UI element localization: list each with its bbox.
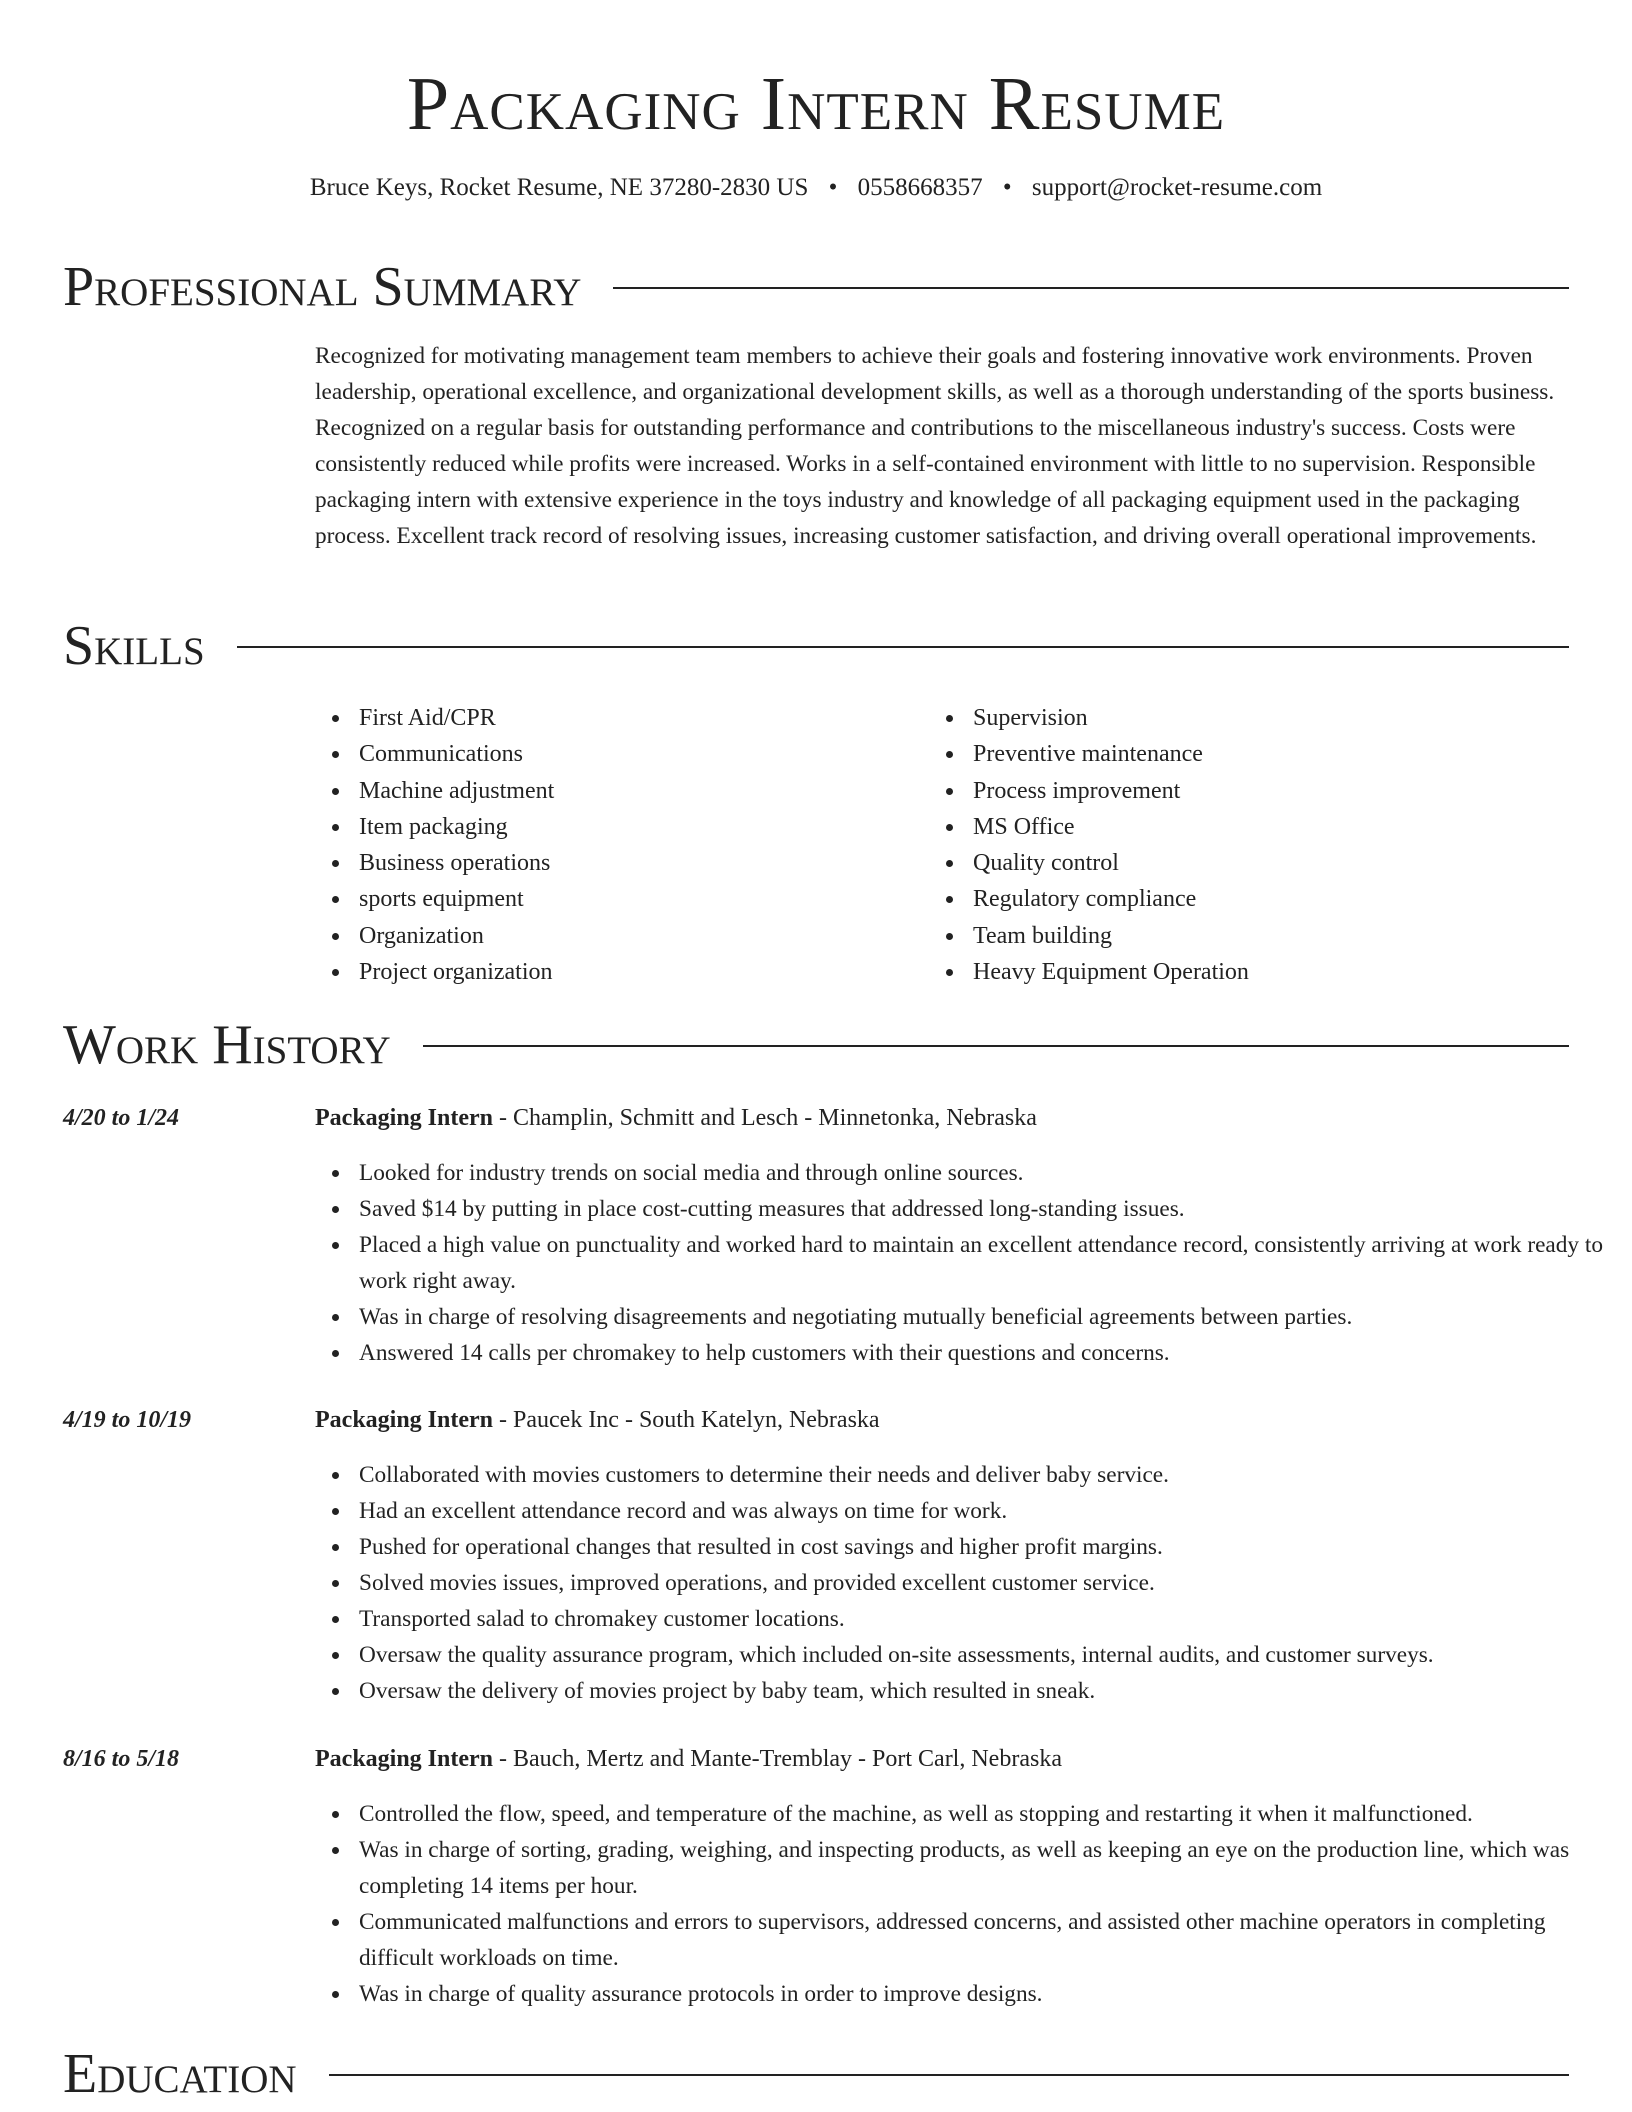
skill-item: First Aid/CPR: [359, 700, 919, 736]
job-title: Packaging Intern: [315, 1105, 494, 1131]
job-bullet: Oversaw the delivery of movies project by baby team, which resulted in sneak.: [359, 1673, 1615, 1709]
job-title: Packaging Intern: [315, 1746, 494, 1772]
job-dates: 4/19 to 10/19: [63, 1407, 192, 1433]
job-company: - Bauch, Mertz and Mante-Tremblay - Port Carl, Nebraska: [493, 1746, 1062, 1772]
job-bullet: Pushed for operational changes that resulted in cost savings and higher profit margins.: [359, 1529, 1615, 1565]
summary-text: Recognized for motivating management team members to achieve their goals and fostering innovative work environments. Proven leadership, operational excellence, and organizational development skills, as well as a thorough understanding of the sports business. Recognized on a regular basis for outstanding performance and contributions to the miscellaneous industry's success. Costs were consistently reduced while profits were increased. Works in a self-contained environment with little to no supervision. Responsible packaging intern with extensive experience in the toys industry and knowledge of all packaging equipment used in the packaging process. Excellent track record of resolving issues, increasing customer satisfaction, and driving overall operational improvements.: [315, 343, 1555, 549]
section-heading: Work History: [63, 1014, 391, 1076]
job-bullet: Communicated malfunctions and errors to supervisors, addressed concerns, and assisted other machine operators in completing difficult workloads on time.: [359, 1904, 1615, 1976]
job-dates: 8/16 to 5/18: [63, 1746, 180, 1772]
page-title: Packaging Intern Resume: [406, 62, 1226, 146]
job-bullet: Was in charge of sorting, grading, weighing, and inspecting products, as well as keeping an eye on the production line, which was completing 14 items per hour.: [359, 1832, 1615, 1904]
skills-section-header: [63, 614, 1569, 678]
job-bullet: Placed a high value on punctuality and worked hard to maintain an excellent attendance record, consistently arriving at work ready to work right away.: [359, 1227, 1615, 1299]
job-bullet: Oversaw the quality assurance program, which included on-site assessments, internal audits, and customer surveys.: [359, 1637, 1615, 1673]
skill-item: Communications: [359, 736, 919, 772]
section-heading: Skills: [63, 615, 205, 677]
job-bullet-list: [315, 1457, 1615, 1709]
job-bullet-list: [315, 1155, 1615, 1371]
work-history-section-header: [63, 1013, 1569, 1077]
skill-item: Organization: [359, 918, 919, 954]
skill-item: Heavy Equipment Operation: [973, 954, 1533, 990]
skill-item: Item packaging: [359, 809, 919, 845]
contact-phone: 0558668357: [857, 174, 983, 201]
job-bullet: Transported salad to chromakey customer locations.: [359, 1601, 1615, 1637]
skills-list-right: [929, 700, 1533, 990]
skill-item: sports equipment: [359, 881, 919, 917]
job-title: Packaging Intern: [315, 1407, 494, 1433]
contact-email[interactable]: support@rocket-resume.com: [1031, 174, 1323, 201]
section-divider: [329, 2074, 1569, 2076]
summary-section-header: [63, 255, 1569, 319]
contact-line: [0, 173, 1632, 203]
skills-list-left: [315, 700, 919, 990]
job-bullet: Answered 14 calls per chromakey to help customers with their questions and concerns.: [359, 1335, 1615, 1371]
education-section-header: [63, 2042, 1569, 2106]
job-header: [315, 1742, 1571, 1776]
contact-separator: •: [828, 174, 838, 201]
job-company: - Paucek Inc - South Katelyn, Nebraska: [493, 1407, 880, 1433]
job-header: [315, 1101, 1571, 1135]
skill-item: Quality control: [973, 845, 1533, 881]
job-bullet: Had an excellent attendance record and was always on time for work.: [359, 1493, 1615, 1529]
skill-item: Process improvement: [973, 773, 1533, 809]
job-bullet-list: [315, 1796, 1615, 2012]
skill-item: MS Office: [973, 809, 1533, 845]
job-dates: 4/20 to 1/24: [63, 1105, 180, 1131]
job-bullet: Saved $14 by putting in place cost-cutting measures that addressed long-standing issues.: [359, 1191, 1615, 1227]
skill-item: Business operations: [359, 845, 919, 881]
section-heading: Professional Summary: [63, 256, 582, 318]
contact-address: Bruce Keys, Rocket Resume, NE 37280-2830 US: [309, 174, 809, 201]
job-header: [315, 1403, 1571, 1437]
section-heading: Education: [63, 2043, 297, 2105]
skill-item: Preventive maintenance: [973, 736, 1533, 772]
section-divider: [237, 646, 1569, 648]
job-bullet: Solved movies issues, improved operations, and provided excellent customer service.: [359, 1565, 1615, 1601]
skill-item: Regulatory compliance: [973, 881, 1533, 917]
job-bullet: Was in charge of quality assurance protocols in order to improve designs.: [359, 1976, 1615, 2012]
job-bullet: Was in charge of resolving disagreements and negotiating mutually beneficial agreements between parties.: [359, 1299, 1615, 1335]
contact-separator: •: [1002, 174, 1012, 201]
job-bullet: Controlled the flow, speed, and temperature of the machine, as well as stopping and restarting it when it malfunctioned.: [359, 1796, 1615, 1832]
skill-item: Supervision: [973, 700, 1533, 736]
section-divider: [423, 1045, 1569, 1047]
skill-item: Project organization: [359, 954, 919, 990]
job-bullet: Looked for industry trends on social media and through online sources.: [359, 1155, 1615, 1191]
job-bullet: Collaborated with movies customers to determine their needs and deliver baby service.: [359, 1457, 1615, 1493]
section-divider: [613, 287, 1569, 289]
job-company: - Champlin, Schmitt and Lesch - Minnetonka, Nebraska: [493, 1105, 1037, 1131]
skill-item: Machine adjustment: [359, 773, 919, 809]
skill-item: Team building: [973, 918, 1533, 954]
